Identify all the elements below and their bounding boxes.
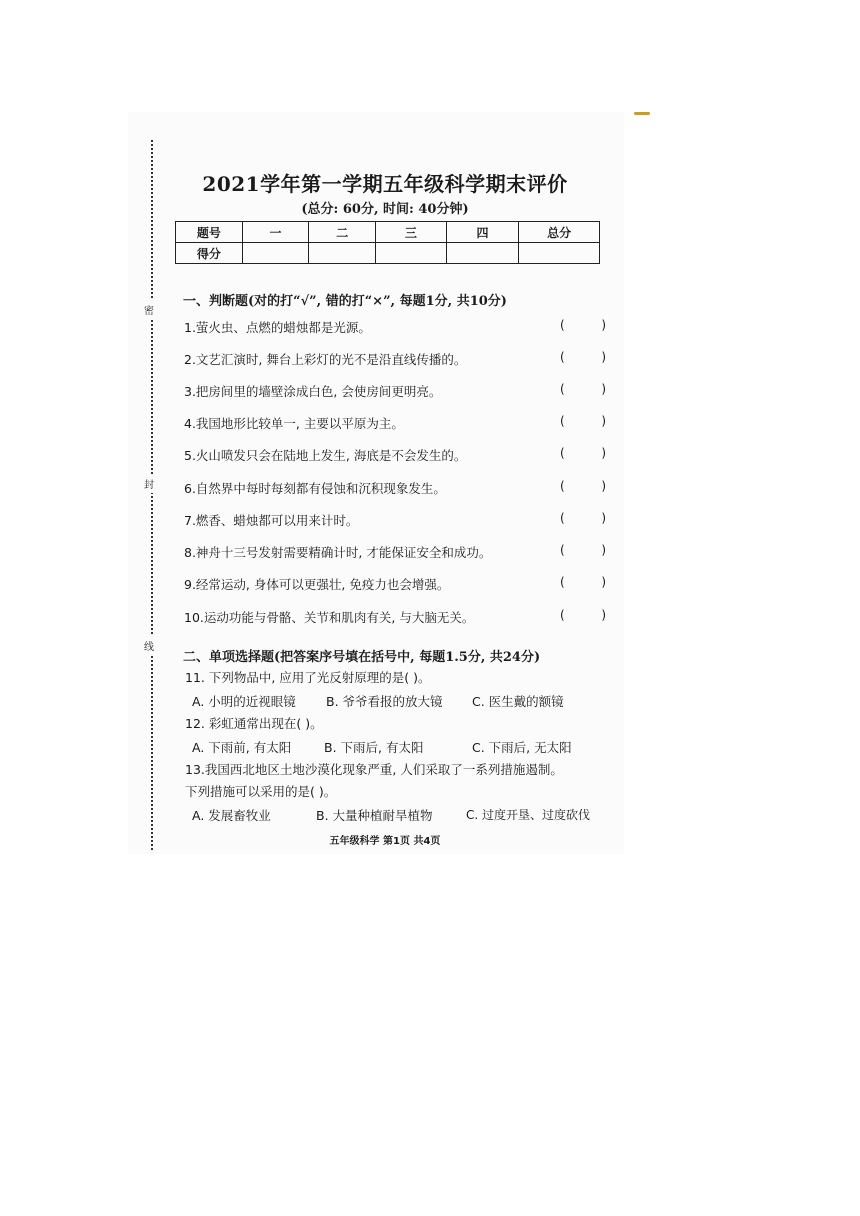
paren-open: ( <box>560 318 565 332</box>
scan-artifact <box>634 112 650 115</box>
mc-option-11b[interactable]: B. 爷爷看报的放大镜 <box>326 694 443 709</box>
score-table-score-row <box>176 243 600 264</box>
tf-question-5: 5.火山喷发只会在陆地上发生, 海底是不会发生的。 <box>184 448 467 463</box>
exam-title: 2021学年第一学期五年级科学期末评价 <box>202 172 568 196</box>
mc-question-12-stem: 12. 彩虹通常出现在( )。 <box>185 716 323 731</box>
tf-question-9: 9.经常运动, 身体可以更强壮, 免疫力也会增强。 <box>184 577 450 592</box>
paren-close: ) <box>601 608 606 622</box>
mc-option-11c[interactable]: C. 医生戴的额镜 <box>472 694 564 709</box>
answer-blank-3[interactable] <box>560 382 606 396</box>
paren-close: ) <box>601 511 606 525</box>
answer-blank-2[interactable] <box>560 350 606 364</box>
mc-option-13c[interactable]: C. 过度开垦、过度砍伐 <box>466 808 591 822</box>
answer-blank-5[interactable] <box>560 446 606 460</box>
score-cell[interactable] <box>519 243 600 264</box>
paren-close: ) <box>601 543 606 557</box>
paren-open: ( <box>560 350 565 364</box>
mc-question-11-stem: 11. 下列物品中, 应用了光反射原理的是( )。 <box>185 670 431 685</box>
mc-option-12a[interactable]: A. 下雨前, 有太阳 <box>192 740 292 755</box>
exam-subtitle: (总分: 60分, 时间: 40分钟) <box>301 202 469 217</box>
score-header-cell: 总分 <box>519 222 600 243</box>
score-cell[interactable] <box>242 243 309 264</box>
paren-close: ) <box>601 350 606 364</box>
tf-question-7: 7.燃香、蜡烛都可以用来计时。 <box>184 513 359 528</box>
mc-option-12b[interactable]: B. 下雨后, 有太阳 <box>324 740 424 755</box>
answer-blank-1[interactable] <box>560 318 606 332</box>
answer-blank-4[interactable] <box>560 414 606 428</box>
score-cell[interactable] <box>309 243 376 264</box>
tf-question-10: 10.运动功能与骨骼、关节和肌肉有关, 与大脑无关。 <box>184 610 475 625</box>
paren-close: ) <box>601 382 606 396</box>
score-cell[interactable] <box>446 243 519 264</box>
paren-close: ) <box>601 414 606 428</box>
score-header-cell: 三 <box>376 222 447 243</box>
section1-heading: 一、判断题(对的打“√”, 错的打“×”, 每题1分, 共10分) <box>183 294 507 309</box>
seal-char-xian: 线 <box>144 636 154 655</box>
score-table-header-row <box>176 222 600 243</box>
mc-question-13-stem-line2: 下列措施可以采用的是( )。 <box>185 784 337 799</box>
paren-close: ) <box>601 318 606 332</box>
answer-blank-8[interactable] <box>560 543 606 557</box>
score-cell[interactable] <box>376 243 447 264</box>
tf-question-3: 3.把房间里的墙壁涂成白色, 会使房间更明亮。 <box>184 384 442 399</box>
answer-blank-9[interactable] <box>560 575 606 589</box>
paren-open: ( <box>560 382 565 396</box>
mc-option-11a[interactable]: A. 小明的近视眼镜 <box>192 694 296 709</box>
answer-blank-7[interactable] <box>560 511 606 525</box>
tf-question-2: 2.文艺汇演时, 舞台上彩灯的光不是沿直线传播的。 <box>184 352 467 367</box>
paren-close: ) <box>601 479 606 493</box>
score-header-cell: 题号 <box>176 222 243 243</box>
mc-option-12c[interactable]: C. 下雨后, 无太阳 <box>472 740 572 755</box>
page-footer: 五年级科学 第1页 共4页 <box>329 836 441 847</box>
seal-char-feng: 封 <box>144 474 154 493</box>
paren-open: ( <box>560 511 565 525</box>
binding-margin-line <box>151 140 153 850</box>
paren-close: ) <box>601 575 606 589</box>
mc-option-13a[interactable]: A. 发展畜牧业 <box>192 808 271 823</box>
answer-blank-6[interactable] <box>560 479 606 493</box>
answer-blank-10[interactable] <box>560 608 606 622</box>
paren-open: ( <box>560 446 565 460</box>
score-row-label: 得分 <box>176 243 243 264</box>
score-header-cell: 一 <box>242 222 309 243</box>
mc-option-13b[interactable]: B. 大量种植耐旱植物 <box>316 808 433 823</box>
paren-close: ) <box>601 446 606 460</box>
tf-question-4: 4.我国地形比较单一, 主要以平原为主。 <box>184 416 404 431</box>
tf-question-1: 1.萤火虫、点燃的蜡烛都是光源。 <box>184 320 371 335</box>
paren-open: ( <box>560 414 565 428</box>
paren-open: ( <box>560 479 565 493</box>
section2-heading: 二、单项选择题(把答案序号填在括号中, 每题1.5分, 共24分) <box>183 650 541 665</box>
paren-open: ( <box>560 608 565 622</box>
score-header-cell: 四 <box>446 222 519 243</box>
mc-question-13-stem-line1: 13.我国西北地区土地沙漠化现象严重, 人们采取了一系列措施遏制。 <box>185 762 563 777</box>
tf-question-8: 8.神舟十三号发射需要精确计时, 才能保证安全和成功。 <box>184 545 492 560</box>
paren-open: ( <box>560 543 565 557</box>
paren-open: ( <box>560 575 565 589</box>
score-header-cell: 二 <box>309 222 376 243</box>
seal-char-mi: 密 <box>144 300 154 319</box>
score-table <box>175 221 600 264</box>
tf-question-6: 6.自然界中每时每刻都有侵蚀和沉积现象发生。 <box>184 481 446 496</box>
